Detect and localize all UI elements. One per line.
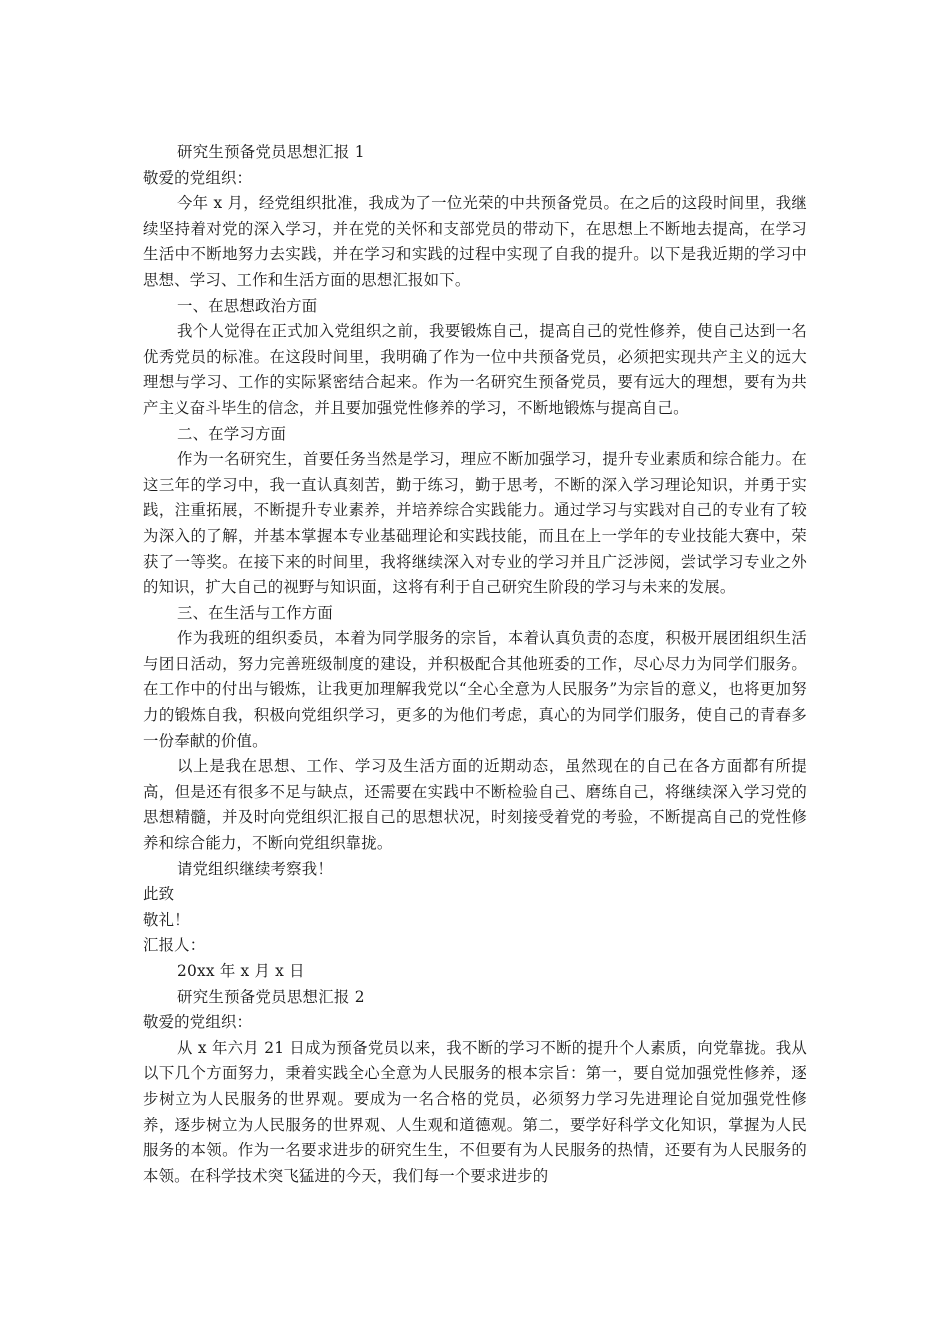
reporter-line: 汇报人： bbox=[143, 936, 206, 955]
closing-line-1: 此致 bbox=[143, 885, 175, 904]
section1-paragraph: 我个人觉得在正式加入党组织之前，我要锻炼自己，提高自己的党性修养，使自己达到一名优秀党员的标准。在这段时间里，我明确了作为一位中共预备党员，必须把实现共产主义的远大理想与学习、工作的实际紧密结合起来。作为一名研究生预备党员，要有远大的理想，要有为共产主义奋斗毕生的信念，并且要加强党性修养的学习，不断地锻炼与提高自己。 bbox=[143, 322, 807, 417]
section2-heading: 二、在学习方面 bbox=[177, 424, 287, 443]
date-line: 20xx 年 x 月 x 日 bbox=[177, 962, 305, 980]
letter2-body-paragraph: 从 x 年六月 21 日成为预备党员以来，我不断的学习不断的提升个人素质，向党靠拢。我从以下几个方面努力，秉着实践全心全意为人民服务的根本宗旨：第一，要自觉加强党性修养，逐步树立为人民服务的世界观。要成为一名合格的党员，必须努力学习先进理论自觉加强党性修养，逐步树立为人民服务的世界观、人生观和道德观。第二，要学好科学文化知识，掌握为人民服务的本领。作为一名要求进步的研究生生，不但要有为人民服务的热情，还要有为人民服务的本领。在科学技术突飞猛进的今天，我们每一个要求进步的 bbox=[143, 1038, 807, 1185]
letter2-title: 研究生预备党员思想汇报 2 bbox=[177, 987, 365, 1006]
document-content bbox=[143, 140, 807, 1189]
letter1-intro-paragraph: 今年 x 月，经党组织批准，我成为了一位光荣的中共预备党员。在之后的这段时间里，我继续坚持着对党的深入学习，并在党的关怀和支部党员的带动下，在思想上不断地去提高，在学习生活中不断地努力去实践，并在学习和实践的过程中实现了自我的提升。以下是我近期的学习中思想、学习、工作和生活方面的思想汇报如下。 bbox=[143, 194, 807, 289]
section3-heading: 三、在生活与工作方面 bbox=[177, 603, 333, 622]
section2-paragraph: 作为一名研究生，首要任务当然是学习，理应不断加强学习，提升专业素质和综合能力。在这三年的学习中，我一直认真刻苦，勤于练习，勤于思考，不断的深入学习理论知识，并勇于实践，注重拓展，不断提升专业素养，并培养综合实践能力。通过学习与实践对自己的专业有了较为深入的了解，并基本掌握本专业基础理论和实践技能，而且在上一学年的专业技能大赛中，荣获了一等奖。在接下来的时间里，我将继续深入对专业的学习并且广泛涉阅，尝试学习专业之外的知识，扩大自己的视野与知识面，这将有利于自己研究生阶段的学习与未来的发展。 bbox=[143, 450, 807, 597]
closing-line-2: 敬礼！ bbox=[143, 910, 190, 929]
section3-paragraph: 作为我班的组织委员，本着为同学服务的宗旨，本着认真负责的态度，积极开展团组织生活与团日活动，努力完善班级制度的建设，并积极配合其他班委的工作，尽心尽力为同学们服务。在工作中的付出与锻炼，让我更加理解我党以“全心全意为人民服务”为宗旨的意义，也将更加努力的锻炼自我，积极向党组织学习，更多的为他们考虑，真心的为同学们服务，使自己的青春多一份奉献的价值。 bbox=[143, 629, 807, 750]
letter1-title: 研究生预备党员思想汇报 1 bbox=[177, 143, 365, 161]
request-line: 请党组织继续考察我！ bbox=[177, 859, 333, 878]
letter1-salutation: 敬爱的党组织： bbox=[143, 168, 253, 187]
conclusion-paragraph: 以上是我在思想、工作、学习及生活方面的近期动态，虽然现在的自己在各方面都有所提高，但是还有很多不足与缺点，还需要在实践中不断检验自己、磨练自己，将继续深入学习党的思想精髓，并及时向党组织汇报自己的思想状况，时刻接受着党的考验，不断提高自己的党性修养和综合能力，不断向党组织靠拢。 bbox=[143, 757, 807, 853]
section1-heading: 一、在思想政治方面 bbox=[177, 296, 318, 315]
letter2-salutation: 敬爱的党组织： bbox=[143, 1013, 253, 1032]
